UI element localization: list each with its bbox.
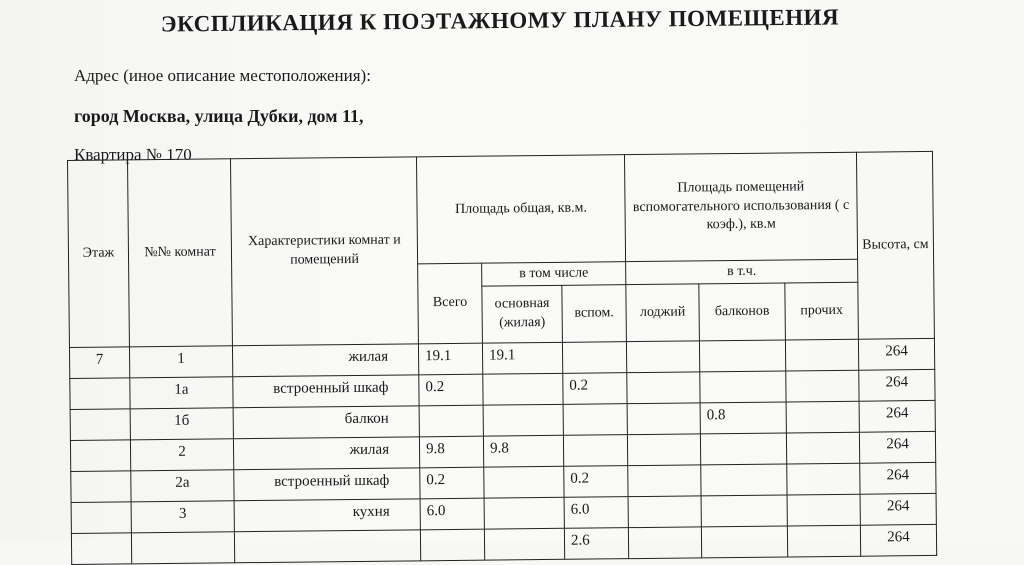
cell-desc xyxy=(234,530,420,563)
header-rooms: №№ комнат xyxy=(128,159,233,347)
header-main: основная (жилая) xyxy=(482,285,563,343)
document-title: ЭКСПЛИКАЦИЯ К ПОЭТАЖНОМУ ПЛАНУ ПОМЕЩЕНИЯ xyxy=(160,4,840,37)
cell-desc: жилая xyxy=(232,344,418,377)
table-body xyxy=(69,338,936,564)
cell-other xyxy=(786,370,859,402)
cell-balcony xyxy=(699,340,785,372)
cell-height: 264 xyxy=(859,400,935,432)
cell-main xyxy=(483,404,563,436)
cell-main xyxy=(483,373,563,405)
header-other: прочих xyxy=(785,282,859,340)
cell-room: 2а xyxy=(131,470,234,502)
cell-main: 19.1 xyxy=(482,342,562,374)
cell-room: 2 xyxy=(130,439,233,471)
header-floor: Этаж xyxy=(68,160,130,348)
cell-room: 3 xyxy=(131,501,234,533)
cell-loggia xyxy=(628,496,701,528)
cell-desc: балкон xyxy=(233,406,419,439)
cell-total: 6.0 xyxy=(420,498,484,530)
cell-main xyxy=(484,466,564,498)
cell-other xyxy=(787,494,860,526)
cell-height: 264 xyxy=(859,369,935,401)
cell-other xyxy=(787,525,860,557)
cell-main: 9.8 xyxy=(483,435,563,467)
cell-loggia xyxy=(626,341,699,373)
cell-desc: кухня xyxy=(234,499,420,532)
cell-aux xyxy=(562,342,626,374)
cell-balcony xyxy=(701,526,787,558)
cell-aux xyxy=(563,435,627,467)
cell-main xyxy=(484,528,564,560)
cell-total xyxy=(419,405,483,437)
header-total: Всего xyxy=(418,263,483,344)
cell-room: 1 xyxy=(129,346,232,378)
cell-aux: 6.0 xyxy=(564,497,628,529)
header-balconies: балконов xyxy=(699,283,786,341)
cell-other xyxy=(785,339,858,371)
cell-floor xyxy=(70,409,130,441)
header-aux: вспом. xyxy=(562,285,627,343)
cell-balcony: 0.8 xyxy=(700,402,786,434)
cell-total: 9.8 xyxy=(419,436,483,468)
cell-aux: 0.2 xyxy=(563,373,627,405)
header-incl-short: в т.ч. xyxy=(626,259,858,284)
cell-floor xyxy=(70,378,130,410)
address-value: город Москва, улица Дубки, дом 11, xyxy=(74,106,364,126)
cell-room xyxy=(131,532,234,564)
cell-other xyxy=(786,401,859,433)
cell-balcony xyxy=(701,464,787,496)
header-height: Высота, см xyxy=(856,151,934,339)
apartment-number: Квартира № 170 xyxy=(74,145,192,164)
cell-floor xyxy=(70,440,130,472)
cell-desc: жилая xyxy=(233,437,419,470)
cell-total: 0.2 xyxy=(420,467,484,499)
header-total-area: Площадь общая, кв.м. xyxy=(416,155,625,264)
cell-room: 1б xyxy=(130,408,233,440)
cell-floor xyxy=(71,502,131,534)
cell-aux: 2.6 xyxy=(564,528,628,560)
header-aux-area: Площадь помещений вспомогательного использования ( с коэф.), кв.м xyxy=(624,152,857,261)
cell-height: 264 xyxy=(860,524,936,556)
cell-loggia xyxy=(627,372,700,404)
cell-aux xyxy=(563,404,627,436)
cell-height: 264 xyxy=(860,462,936,494)
cell-room: 1а xyxy=(130,377,233,409)
cell-balcony xyxy=(700,371,786,403)
cell-height: 264 xyxy=(858,338,934,370)
cell-total xyxy=(420,529,484,561)
cell-floor: 7 xyxy=(69,347,129,379)
cell-other xyxy=(786,432,859,464)
cell-desc: встроенный шкаф xyxy=(234,468,420,501)
cell-main xyxy=(484,497,564,529)
address-label: Адрес (иное описание местоположения): xyxy=(74,66,371,85)
cell-balcony xyxy=(701,495,787,527)
cell-height: 264 xyxy=(859,431,935,463)
header-loggias: лоджий xyxy=(626,284,700,342)
cell-floor xyxy=(71,471,131,503)
cell-other xyxy=(787,463,860,495)
cell-total: 0.2 xyxy=(419,374,483,406)
cell-aux: 0.2 xyxy=(564,466,628,498)
cell-loggia xyxy=(628,465,701,497)
cell-loggia xyxy=(628,527,701,559)
header-characteristics: Характеристики комнат и помещений xyxy=(230,157,418,346)
cell-floor xyxy=(71,533,131,565)
cell-height: 264 xyxy=(860,493,936,525)
cell-balcony xyxy=(700,433,786,465)
cell-loggia xyxy=(627,434,700,466)
cell-desc: встроенный шкаф xyxy=(233,375,419,408)
explication-table xyxy=(67,151,937,565)
cell-total: 19.1 xyxy=(418,343,482,375)
cell-loggia xyxy=(627,403,700,435)
header-incl: в том числе xyxy=(482,262,626,287)
